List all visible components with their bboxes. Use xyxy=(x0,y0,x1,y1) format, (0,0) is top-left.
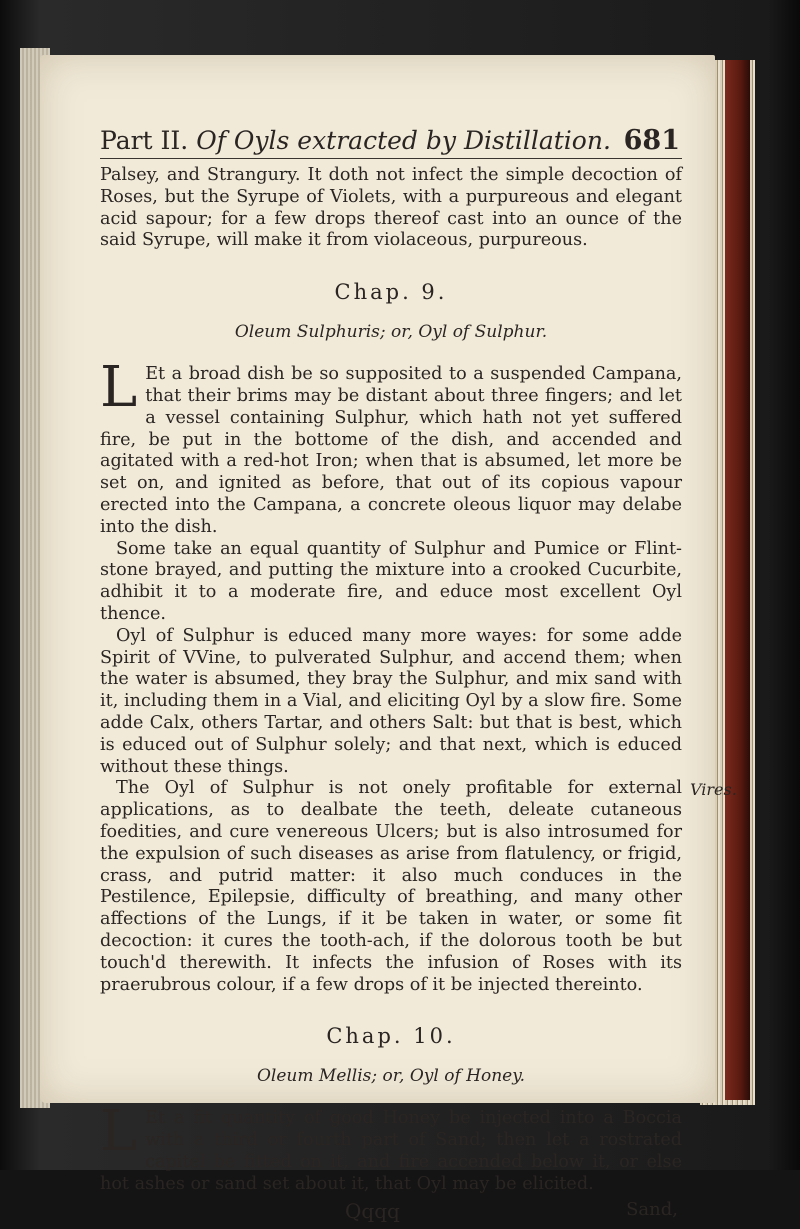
chapter-10-heading: Chap. 10. xyxy=(326,1024,456,1049)
chapter-10-paragraph-1: Et a fit quantity of good Honey be injected into a Boccia with a third or fourth part of Sand; then let a rostrated capitel be fitted on it, and fire accended below it, or else hot ashes or sand set about it, that Oyl may be elicited. xyxy=(100,1108,682,1194)
chapter-9-paragraph-1: Et a broad dish be so supposited to a suspended Campana, that their brims may be distant about three fingers; and let a vessel containing Sulphur, which hath not yet suffered fire, be put in the bottome of the dish, and accended and agitated with a red-hot Iron; when that is absumed, let more be set on, and ignited as before, that out of its copious vapour erected into the Campana, a concrete oleous liquor may delabe into the dish. xyxy=(100,364,682,537)
chapter-9-subtitle: Oleum Sulphuris; or, Oyl of Sulphur. xyxy=(234,322,548,343)
chapter-9-virtues-block xyxy=(100,778,737,996)
part-label: Part II. xyxy=(100,126,189,155)
running-head xyxy=(100,125,682,159)
catchword: Sand, xyxy=(626,1199,678,1221)
intro-paragraph: Palsey, and Strangury. It doth not infect the simple decoction of Roses, but the Syrupe of Violets, with a purpureous and elegant acid sapour; for a few drops thereof cast into an ounce of the said Syrupe, will make it from violaceous, purpureous. xyxy=(100,165,682,251)
page-content xyxy=(100,125,737,1229)
chapter-9-paragraph-2: Some take an equal quantity of Sulphur and Pumice or Flint-stone brayed, and putting the mixture into a crooked Cucurbite, adhibit it to a moderate fire, and educe most excellent Oyl thence. xyxy=(100,538,682,624)
running-head-title xyxy=(100,126,611,155)
section-title: Of Oyls extracted by Distillation. xyxy=(196,126,611,155)
book-page xyxy=(40,55,737,1224)
drop-cap: L xyxy=(100,1099,138,1165)
chapter-9-heading: Chap. 9. xyxy=(334,280,448,305)
chapter-9-first-paragraph xyxy=(100,355,682,538)
chapter-9-paragraph-3: Oyl of Sulphur is educed many more wayes: for some adde Spirit of VVine, to pulverated Sulphur, and accend them; when the water is absumed, they bray the Sulphur, and mix sand with it, including them in a Vial, and eliciting Oyl by a slow fire. Some adde Calx, others Tartar, and others Salt: but that is best, which is educed out of Sulphur solely; and that next, which is educed without these things. xyxy=(100,625,682,777)
signature-mark: Qqqq xyxy=(345,1199,400,1224)
drop-cap: L xyxy=(100,355,138,421)
page-number: 681 xyxy=(623,125,680,156)
chapter-10-first-paragraph xyxy=(100,1099,682,1195)
chapter-9-paragraph-4: The Oyl of Sulphur is not onely profitable for external applications, as to dealbate the teeth, deleate cutaneous foedities, and cure venereous Ulcers; but is also introsumed for the expulsion of such diseases as arise from flatulency, or frigid, crass, and putrid matter: it also much conduces in the Pestilence, Epilepsie, difficulty of breathing, and many other affections of the Lungs, if it be taken in water, or some fit decoction: it cures the tooth-ach, if the dolorous tooth be but touch'd therewith. It infects the infusion of Roses with its praerubrous colour, if a few drops of it be injected thereinto. xyxy=(100,778,682,995)
margin-note-vires: Vires. xyxy=(690,780,737,800)
page-footer xyxy=(100,1199,682,1229)
chapter-10-subtitle: Oleum Mellis; or, Oyl of Honey. xyxy=(257,1066,525,1087)
book-cover-edge xyxy=(725,60,750,1100)
